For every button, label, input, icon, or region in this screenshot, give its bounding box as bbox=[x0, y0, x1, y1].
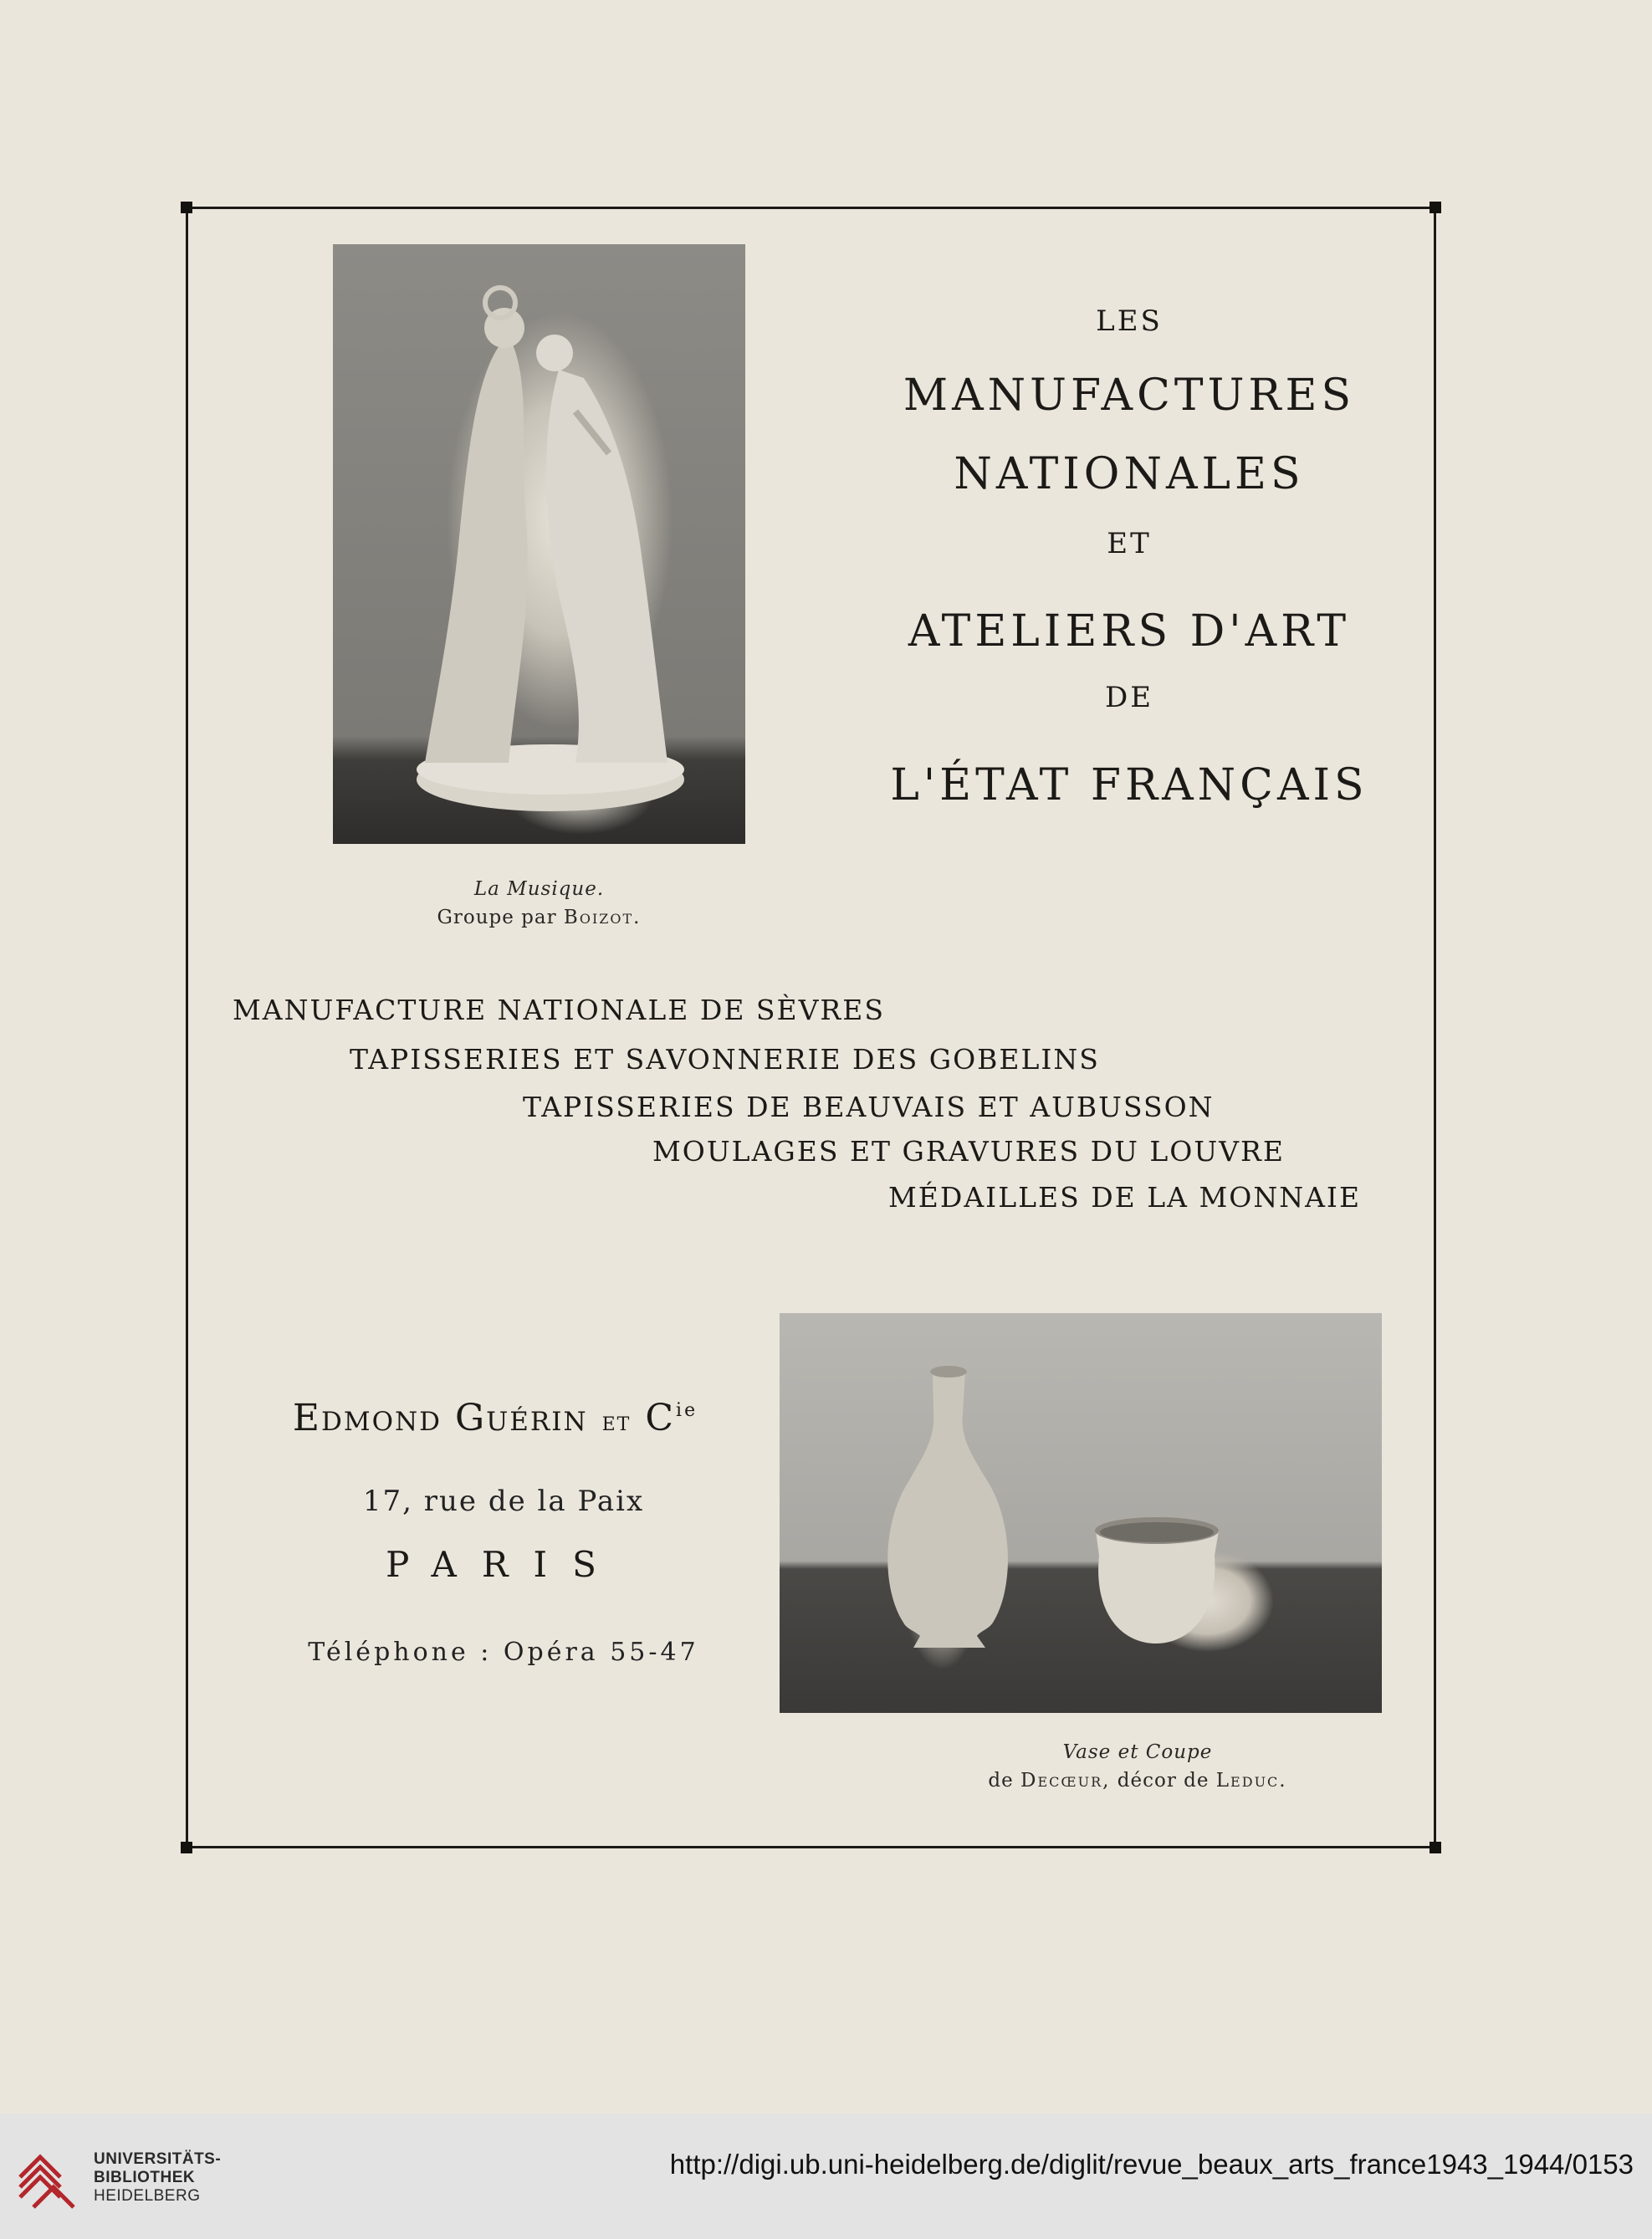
title-line-ateliers: ATELIERS D'ART bbox=[908, 606, 1351, 657]
company-cie: C bbox=[645, 1397, 677, 1439]
frame-right-rule bbox=[1434, 207, 1436, 1848]
frame-left-rule bbox=[186, 207, 188, 1848]
frame-corner-top-right bbox=[1430, 202, 1441, 213]
vase-caption bbox=[836, 1738, 1439, 1795]
manufacture-line: MANUFACTURE NATIONALE DE SÈVRES bbox=[233, 994, 885, 1026]
sculpture-photo bbox=[333, 244, 745, 844]
library-name-line1: UNIVERSITÄTS- bbox=[94, 2150, 222, 2168]
vase-credit-prefix: de bbox=[988, 1770, 1014, 1792]
title-line-nationales: NATIONALES bbox=[954, 449, 1305, 499]
company-et: et bbox=[601, 1405, 632, 1437]
company-name bbox=[219, 1397, 771, 1439]
sculpture-credit bbox=[333, 903, 745, 932]
title-line-de: DE bbox=[1104, 681, 1154, 714]
sculpture-artist: Boizot. bbox=[563, 907, 642, 928]
library-name-line2: BIBLIOTHEK bbox=[94, 2169, 196, 2186]
frame-corner-bottom-right bbox=[1430, 1842, 1441, 1853]
manufacture-line: TAPISSERIES DE BEAUVAIS ET AUBUSSON bbox=[523, 1091, 1215, 1123]
vase-credit-mid: décor de bbox=[1117, 1770, 1210, 1792]
company-cie-sup: ie bbox=[676, 1400, 698, 1421]
sculpture-title: La Musique. bbox=[473, 878, 605, 900]
digitization-footer bbox=[0, 2114, 1652, 2239]
sculpture-caption bbox=[333, 875, 745, 932]
manufacture-line: MÉDAILLES DE LA MONNAIE bbox=[888, 1181, 1362, 1214]
source-url-link[interactable]: http://digi.ub.uni-heidelberg.de/diglit/revue_beaux_arts_france1943_1944/0153 bbox=[669, 2149, 1634, 2180]
sculpture-illustration bbox=[333, 244, 745, 844]
frame-top-rule bbox=[186, 207, 1436, 209]
company-name-text: Edmond Guérin bbox=[292, 1397, 588, 1439]
vase-photo bbox=[780, 1313, 1382, 1713]
company-city: PARIS bbox=[386, 1544, 621, 1585]
title-line-les: LES bbox=[1096, 304, 1163, 338]
vase-illustration bbox=[780, 1313, 1382, 1713]
title-line-et: ET bbox=[1107, 527, 1152, 560]
sculpture-credit-prefix: Groupe par bbox=[437, 907, 557, 928]
manufacture-line: MOULAGES ET GRAVURES DU LOUVRE bbox=[652, 1135, 1285, 1168]
vase-credit bbox=[836, 1766, 1439, 1795]
frame-corner-top-left bbox=[181, 202, 192, 213]
frame-bottom-rule bbox=[186, 1846, 1436, 1848]
company-address: 17, rue de la Paix bbox=[362, 1485, 645, 1518]
manufacture-line: TAPISSERIES ET SAVONNERIE DES GOBELINS bbox=[350, 1043, 1100, 1076]
library-name bbox=[94, 2150, 221, 2206]
title-line-etat: L'ÉTAT FRANÇAIS bbox=[890, 760, 1368, 810]
vase-title: Vase et Coupe bbox=[1062, 1741, 1213, 1763]
vase-artist: Decœur, bbox=[1020, 1770, 1111, 1792]
university-library-logo-icon bbox=[15, 2144, 79, 2211]
decor-artist: Leduc. bbox=[1215, 1770, 1287, 1792]
frame-corner-bottom-left bbox=[181, 1842, 192, 1853]
library-name-line3: HEIDELBERG bbox=[94, 2187, 201, 2205]
title-line-manufactures: MANUFACTURES bbox=[903, 371, 1356, 421]
company-telephone: Téléphone : Opéra 55-47 bbox=[308, 1638, 699, 1667]
